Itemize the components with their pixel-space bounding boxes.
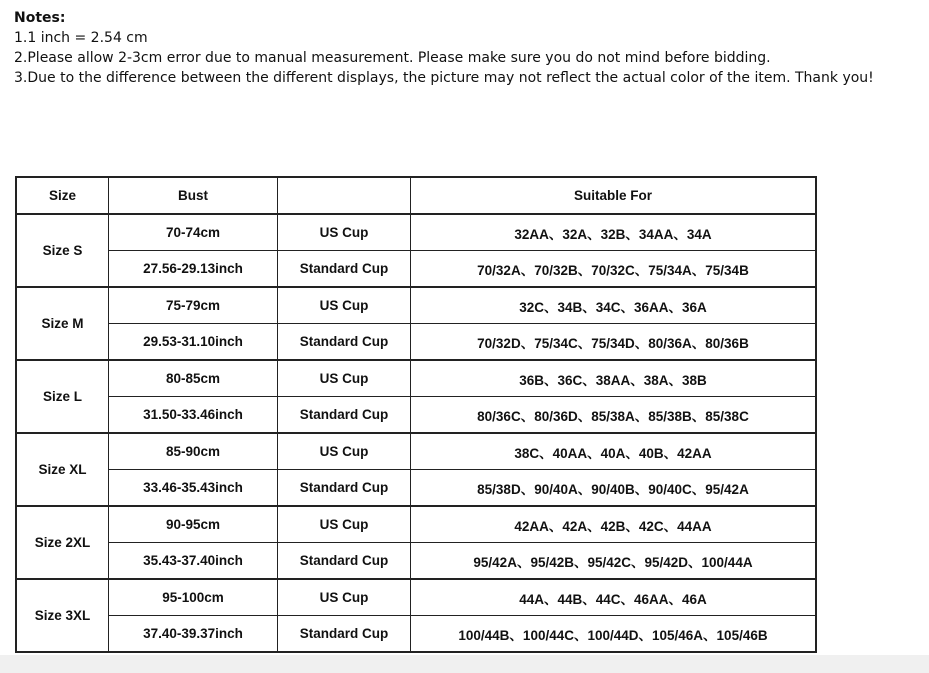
size-label: Size 2XL xyxy=(16,506,109,579)
us-cup-sizes: 32AA、32A、32B、34AA、34A xyxy=(411,214,817,251)
standard-cup-label: Standard Cup xyxy=(278,251,411,288)
table-row xyxy=(16,579,816,616)
note-line: 3.Due to the difference between the different displays, the picture may not reflect the actual color of the item. Thank you! xyxy=(14,70,874,86)
bottom-bar xyxy=(0,655,929,673)
standard-cup-label: Standard Cup xyxy=(278,397,411,434)
table-row xyxy=(16,324,816,361)
table-row xyxy=(16,506,816,543)
bust-inch: 35.43-37.40inch xyxy=(109,543,278,580)
standard-cup-sizes: 85/38D、90/40A、90/40B、90/40C、95/42A xyxy=(411,470,817,507)
size-label: Size XL xyxy=(16,433,109,506)
notes-title: Notes: xyxy=(14,10,66,26)
bust-inch: 29.53-31.10inch xyxy=(109,324,278,361)
us-cup-sizes: 38C、40AA、40A、40B、42AA xyxy=(411,433,817,470)
standard-cup-label: Standard Cup xyxy=(278,543,411,580)
standard-cup-label: Standard Cup xyxy=(278,616,411,653)
bust-cm: 85-90cm xyxy=(109,433,278,470)
size-label: Size L xyxy=(16,360,109,433)
table-row xyxy=(16,397,816,434)
note-line: 2.Please allow 2-3cm error due to manual measurement. Please make sure you do not mind before bidding. xyxy=(14,50,771,66)
standard-cup-label: Standard Cup xyxy=(278,324,411,361)
standard-cup-sizes: 70/32A、70/32B、70/32C、75/34A、75/34B xyxy=(411,251,817,288)
us-cup-label: US Cup xyxy=(278,506,411,543)
table-row xyxy=(16,360,816,397)
us-cup-label: US Cup xyxy=(278,214,411,251)
bust-cm: 70-74cm xyxy=(109,214,278,251)
table-header-row xyxy=(16,177,816,214)
us-cup-sizes: 36B、36C、38AA、38A、38B xyxy=(411,360,817,397)
size-label: Size M xyxy=(16,287,109,360)
bust-cm: 80-85cm xyxy=(109,360,278,397)
bust-cm: 90-95cm xyxy=(109,506,278,543)
bust-inch: 31.50-33.46inch xyxy=(109,397,278,434)
bust-inch: 37.40-39.37inch xyxy=(109,616,278,653)
bust-inch: 33.46-35.43inch xyxy=(109,470,278,507)
bust-cm: 75-79cm xyxy=(109,287,278,324)
us-cup-label: US Cup xyxy=(278,579,411,616)
notes xyxy=(14,8,874,88)
header-size: Size xyxy=(16,177,109,214)
us-cup-sizes: 32C、34B、34C、36AA、36A xyxy=(411,287,817,324)
standard-cup-sizes: 95/42A、95/42B、95/42C、95/42D、100/44A xyxy=(411,543,817,580)
note-line: 1.1 inch = 2.54 cm xyxy=(14,30,148,46)
size-label: Size S xyxy=(16,214,109,287)
bust-inch: 27.56-29.13inch xyxy=(109,251,278,288)
us-cup-label: US Cup xyxy=(278,360,411,397)
us-cup-sizes: 44A、44B、44C、46AA、46A xyxy=(411,579,817,616)
table-row xyxy=(16,433,816,470)
table-row xyxy=(16,470,816,507)
header-blank xyxy=(278,177,411,214)
bust-cm: 95-100cm xyxy=(109,579,278,616)
standard-cup-label: Standard Cup xyxy=(278,470,411,507)
standard-cup-sizes: 80/36C、80/36D、85/38A、85/38B、85/38C xyxy=(411,397,817,434)
size-label: Size 3XL xyxy=(16,579,109,652)
us-cup-label: US Cup xyxy=(278,433,411,470)
table-row xyxy=(16,251,816,288)
standard-cup-sizes: 100/44B、100/44C、100/44D、105/46A、105/46B xyxy=(411,616,817,653)
table-row xyxy=(16,616,816,653)
us-cup-sizes: 42AA、42A、42B、42C、44AA xyxy=(411,506,817,543)
header-bust: Bust xyxy=(109,177,278,214)
table-row xyxy=(16,287,816,324)
table-row xyxy=(16,543,816,580)
size-chart-table xyxy=(15,176,817,653)
table-row xyxy=(16,214,816,251)
standard-cup-sizes: 70/32D、75/34C、75/34D、80/36A、80/36B xyxy=(411,324,817,361)
header-suitable-for: Suitable For xyxy=(411,177,817,214)
us-cup-label: US Cup xyxy=(278,287,411,324)
